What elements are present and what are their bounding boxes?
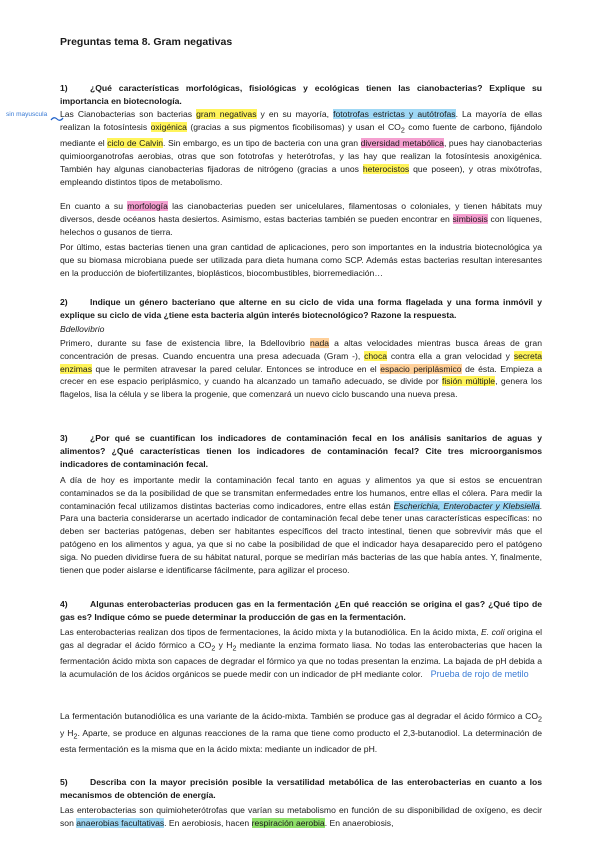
answer-1-para-1: Las Cianobacterias son bacterias gram negativas y en su mayoría, fototrofas estrictas y autótrofas. La mayoría de ellas realizan la fotosíntesis oxigénica (gracias a sus pigmentos ficobilisomas) y usan el $CO_2$ como fuente de carbono, fijándolo mediante el ciclo de Calvin. Sin embargo, es un tipo de bacteria con una gran diversidad metabólica, pues hay cianobacterias quimioorganotrofas aerobias, otras que son fototrofas y heterótrofas, y las hay que realizan la fotosíntesis anoxigénica. También hay algunas cianobacterias fijadoras de nitrógeno (gracias a unos heterocistos que poseen), y otras mixótrofas, empleando distintos tipos de metabolismo. bbox=[60, 109, 542, 187]
answer-2-para-1: Primero, durante su fase de existencia libre, la Bdellovibrio nada a altas velocidades mientras busca áreas de gran concentración de presas. Cuando encuentra una presa adecuada (Gram -), choca contra ella a gran velocidad y secreta enzimas que le permiten atravesar la pared celular. Entonces se introduce en el espacio periplásmico de ésta. Empieza a crecer en ese espacio periplásmico, y cuando ha alcanzado un tamaño adecuado, se divide por fisión múltiple, genera los flagelos, lisa la célula y se libera la progenie, que comenzará un nuevo ciclo buscando una nueva presa. bbox=[60, 338, 543, 400]
question-5: 5) Describa con la mayor precisión posible la versatilidad metabólica de las enterobacterias en cuanto a los mecanismos de obtención de energía. bbox=[60, 777, 542, 800]
answer-1-para-2: En cuanto a su morfología las cianobacterias pueden ser unicelulares, filamentosas o coloniales, y tienen hábitats muy diversos, desde océanos hasta desiertos. Asimismo, estas bacterias también se pueden encontrar en simbiosis con líquenes, helechos o gusanos de tierra. bbox=[60, 201, 542, 237]
question-2: 2) Indique un género bacteriano que alterne en su ciclo de vida una forma flagelada y una forma inmóvil y explique su ciclo de vida ¿tiene esta bacteria algún interés biotecnológico? Razone la respuesta. bbox=[60, 297, 542, 320]
handwritten-note: Prueba de rojo de metilo bbox=[430, 669, 529, 680]
answer-1-para-3: Por último, estas bacterias tienen una gran cantidad de aplicaciones, pero son importantes en la industria biotecnológica ya que su biomasa microbiana puede ser utilizada para dieta humana como SCP. Además estas bacterias resultan interesantes en la producción de biofertilizantes, bioplásticos, biocombustibles, biorremediación… bbox=[60, 242, 542, 278]
answer-3-para-1: A día de hoy es importante medir la contaminación fecal tanto en aguas y alimentos ya que si estos se encuentran contaminados se da la posibilidad de que se transmitan enfermedades entre los humanos, entre ellas el cólera. Para medir la contaminación fecal utilizamos distintas bacterias como indicadores, entre ellas están Escherichia, Enterobacter y Klebsiella. Para una bacteria considerarse un acertado indicador de contaminación fecal debe tener unas características específicas: no deben ser bacterias patógenas, deben ser habitantes específicos del tracto intestinal, tienen que sobrevivir más que el patógeno en los alimentos y agua, ya que si no cabe la posibilidad de que el indicador haya desaparecido pero el patógeno siga. No pueden dividirse fuera de su hábitat natural, porque se medirían más bacterias de las que había antes. Y, finalmente, tienen que poder aislarse e identificarse fácilmente, para agilizar el proceso. bbox=[60, 475, 542, 575]
answer-2-genus: Bdellovibrio bbox=[60, 324, 105, 334]
document-title: Preguntas tema 8. Gram negativas bbox=[60, 36, 233, 48]
answer-4-para-2: La fermentación butanodiólica es una variante de la ácido-mixta. También se produce gas al degradar el ácido fórmico a $CO_2$ y $H_2$. Aparte, se produce en algunas reacciones de la rama que tiene como producto el 2,3-butanodiol. La determinación de esta fermentación es la misma que en la ácido mixta: mediante un indicador de pH. bbox=[60, 711, 542, 755]
question-3: 3) ¿Por qué se cuantifican los indicadores de contaminación fecal en los análisis sanitarios de aguas y alimentos? ¿Qué características tienen los indicadores de contaminación fecal? Cite tres microorganismos indicadores de contaminación fecal. bbox=[60, 433, 542, 469]
question-4: 4) Algunas enterobacterias producen gas en la fermentación ¿En qué reacción se origina el gas? ¿Qué tipo de gas es? Indique cómo se puede determinar la producción de gas en la fermentación. bbox=[60, 599, 542, 622]
question-1: 1) ¿Qué características morfológicas, fisiológicas y ecológicas tienen las cianobacterias? Explique su importancia en biotecnología. bbox=[60, 83, 542, 106]
margin-note: sin mayuscula bbox=[6, 111, 48, 118]
answer-5-para-1: Las enterobacterias son quimioheterótrofas que varían su metabolismo en función de su disponibilidad de oxígeno, es decir son anaerobias facultativas. En aerobiosis, hacen respiración aerobia. En anaerobiosis, bbox=[60, 805, 542, 828]
answer-4-para-1: Las enterobacterias realizan dos tipos de fermentaciones, la ácido mixta y la butanodiólica. En la ácido mixta, E. coli origina el gas al degradar el ácido fórmico a $CO_2$ y $H_2$ mediante la enzima formato liasa. No todas las enterobacterias que hacen la fermentación ácido mixta son capaces de degradar el fórmico ya que no todas presentan la enzima. La bajada de pH debida a la acumulación de los ácidos orgánicos se puede medir con un indicador de pH mediante color. Prueba de rojo de metilo bbox=[60, 627, 543, 680]
